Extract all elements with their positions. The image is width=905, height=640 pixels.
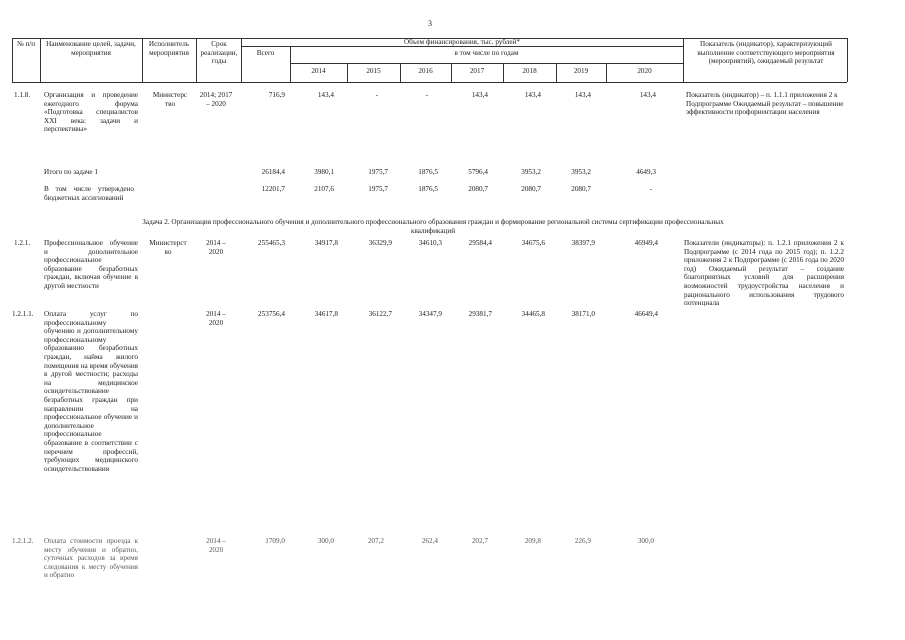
row-2019: 226,9 [574,537,591,545]
header-year-2019: 2019 [573,67,589,75]
grid-v-2017 [503,63,504,82]
row-2015: 1975,7 [368,168,388,176]
row-2016: 1876,5 [418,168,438,176]
row-no: 1.1.8. [14,91,31,99]
header-exec: Исполнитель мероприятия [148,40,190,57]
row-2016: 262,4 [421,537,438,545]
row-2015: - [375,91,378,99]
row-total: 716,9 [268,91,285,99]
row-2020: 300,0 [637,537,654,545]
row-2020: 46649,4 [634,310,658,318]
grid-v-2014 [347,63,348,82]
row-2014: 2107,6 [314,185,334,193]
header-year-2018: 2018 [522,67,537,75]
row-name: Оплата стоимости проезда к месту обучения и обратно, суточных расходов за время следования к месту обучения и обратно [44,537,138,580]
header-year-2016: 2016 [418,67,433,75]
row-2018: 34675,6 [521,239,545,247]
header-year-2020: 2020 [637,67,652,75]
header-volume: Объем финансирования, тыс. рублей* [403,38,521,46]
row-2014: 34617,8 [314,310,338,318]
row-total: 12201,7 [261,185,285,193]
row-total: 1709,0 [265,537,285,545]
header-years-top-line [290,63,683,64]
grid-v-2015 [400,63,401,82]
row-no: 1.2.1. [14,239,31,247]
row-2014: 3980,1 [314,168,334,176]
row-2020: 4649,3 [636,168,656,176]
row-no: 1.2.1.1. [12,310,34,318]
grid-v-no [40,38,41,82]
row-2016: 34347,9 [418,310,442,318]
header-no: № п/п [16,40,36,48]
grid-v-2016 [451,63,452,82]
row-2019: 143,4 [574,91,591,99]
row-2020: - [649,185,652,193]
grid-v-volume-right [683,38,684,82]
row-2020: 46949,4 [634,239,658,247]
row-2016: 1876,5 [418,185,438,193]
row-2017: 202,7 [471,537,488,545]
row-total: 255465,3 [258,239,285,247]
row-term: 2014; 2017 – 2020 [199,91,233,108]
row-2018: 2080,7 [521,185,541,193]
row-exec: Министерство [149,239,187,256]
row-2019: 2080,7 [571,185,591,193]
row-total: 26184,4 [261,168,285,176]
header-total: Всего [256,49,275,57]
grid-v-2019 [606,63,607,82]
row-2018: 143,4 [524,91,541,99]
row-indicator: Показатель (индикатор) – п. 1.1.1 приложения 2 к Подпрограмме Ожидаемый результат – повышение эффективности профориентации населения [686,91,844,117]
row-2015: 36329,9 [368,239,392,247]
row-2015: 207,2 [367,537,384,545]
row-name: Оплата услуг по профессиональному обучению и дополнительному профессиональному образованию безработных граждан, найма жилого помещения на время обучения в другой местности; расходы на медицинское освидетельствование безработных граждан при направлении на профессиональное обучение и дополнительное профессиональное образование в соответствии с перечнем профессий, требующих медицинского освидетельствования [44,310,138,473]
grid-v-name [142,38,143,82]
row-2018: 34465,8 [521,310,545,318]
row-2017: 29584,4 [468,239,492,247]
header-term: Срок реализации, годы [200,40,238,66]
row-2019: 38171,0 [571,310,595,318]
row-exec: Министерство [152,91,188,108]
header-year-2014: 2014 [311,67,326,75]
row-name: Профессиональное обучение и дополнительное профессиональное образование безработных граждан, включая обучение в другой местности [44,239,138,290]
grid-v-total [290,46,291,82]
header-byyear: в том числе по годам [454,49,519,57]
row-2015: 1975,7 [368,185,388,193]
row-2019: 3953,2 [571,168,591,176]
header-name: Наименование целей, задачи, мероприятия [46,40,136,57]
row-name: Организация и проведение ежегодного форума «Подготовка специалистов XXI века: задачи и перспективы» [44,91,138,134]
row-term: 2014 – 2020 [206,537,226,554]
row-2017: 29381,7 [468,310,492,318]
row-2018: 209,8 [524,537,541,545]
row-2014: 143,4 [317,91,334,99]
row-2017: 5796,4 [468,168,488,176]
row-term: 2014 – 2020 [206,310,226,327]
header-year-2015: 2015 [366,67,381,75]
row-term: 2014 – 2020 [206,239,226,256]
page-number: 3 [428,19,432,28]
row-2017: 143,4 [471,91,488,99]
header-bottom-border [12,82,847,83]
row-2018: 3953,2 [521,168,541,176]
row-total: 253756,4 [258,310,285,318]
row-indicator: Показатели (индикаторы): п. 1.2.1 приложения 2 к Подпрограмме (с 2014 года по 2015 год); п. 1.2.2 приложения 2 к Подпрограмме (с 2016 года по 2020 год) Ожидаемый результат – создание благоприятных условий для расширения возможностей трудоустройства населения и рационального использования трудового потенциала [684,239,844,308]
grid-v-term [241,38,242,82]
row-2014: 300,0 [317,537,334,545]
header-year-2017: 2017 [469,67,485,75]
row-no: 1.2.1.2. [12,537,34,545]
row-2017: 2080,7 [468,185,488,193]
header-indicator: Показатель (индикатор), характеризующий выполнение соответствующего мероприятия (мероприятий), ожидаемый результат [697,40,835,66]
grid-left-border [12,38,13,82]
row-2014: 34917,8 [314,239,338,247]
row-name: Итого по задаче 1 [44,168,99,176]
row-2019: 38397,9 [571,239,595,247]
grid-v-exec [196,38,197,82]
grid-v-2018 [556,63,557,82]
row-name: В том числе утвержденo бюджетных ассигнований [44,185,134,202]
row-2015: 36122,7 [368,310,392,318]
grid-right-border [847,38,848,82]
row-2016: - [425,91,428,99]
row-2016: 34610,3 [418,239,442,247]
task2-heading: Задача 2. Организация профессионального обучения и дополнительного профессионального образования граждан и формирование региональной системы сертификации профессиональных квалификаций [142,218,724,235]
row-2020: 143,4 [639,91,656,99]
